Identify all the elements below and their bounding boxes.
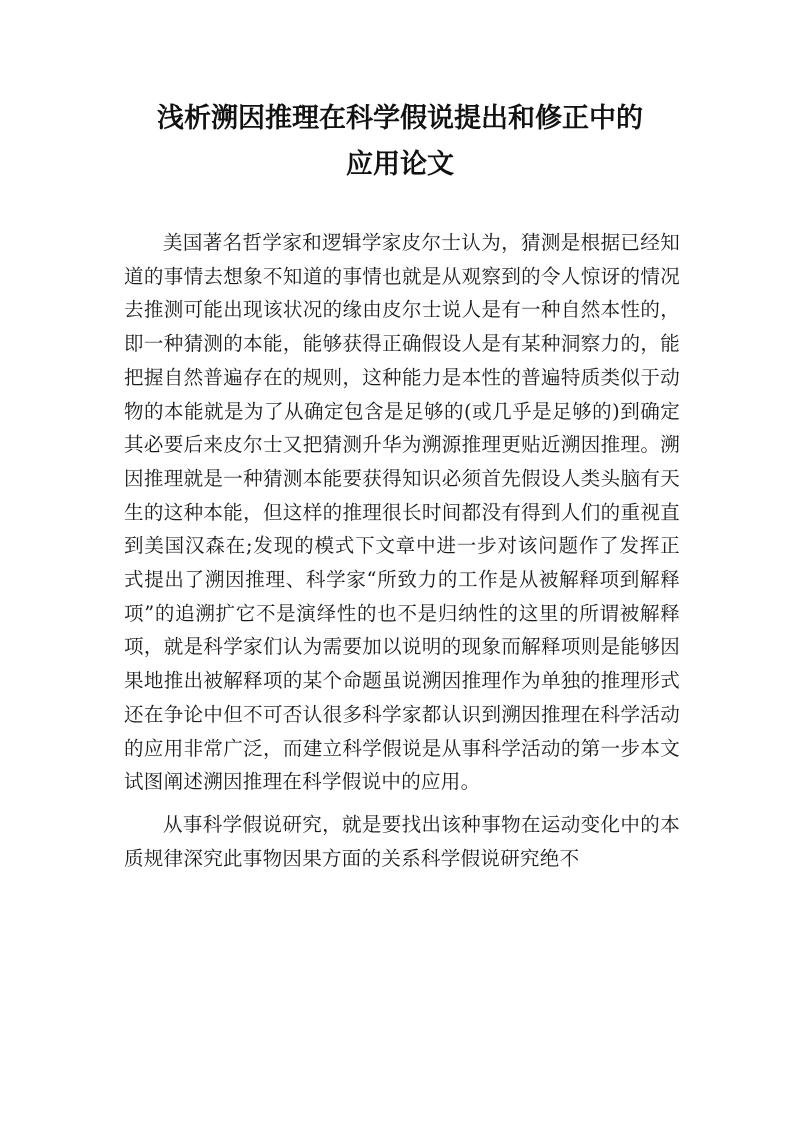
title-line-2: 应用论文 [346,149,454,180]
paragraph-1: 美国著名哲学家和逻辑学家皮尔士认为，猜测是根据已经知道的事情去想象不知道的事情也就是从观察到的令人惊讶的情况去推测可能出现该状况的缘由皮尔士说人是有一种自然本性的，即一种猜测的本能，能够获得正确假设人是有某种洞察力的，能把握自然普遍存在的规则，这种能力是本性的普遍特质类似于动物的本能就是为了从确定包含是足够的(或几乎是足够的)到确定其必要后来皮尔士又把猜测升华为溯源推理更贴近溯因推理。溯因推理就是一种猜测本能要获得知识必须首先假设人类头脑有天生的这种本能，但这样的推理很长时间都没有得到人们的重视直到美国汉森在;发现的模式下文章中进一步对该问题作了发挥正式提出了溯因推理、科学家“所致力的工作是从被解释项到解释项”的追溯扩它不是演绎性的也不是归纳性的这里的所谓被解释项，就是科学家们认为需要加以说明的现象而解释项则是能够因果地推出被解释项的某个命题虽说溯因推理作为单独的推理形式还在争论中但不可否认很多科学家都认识到溯因推理在科学活动的应用非常广泛，而建立科学假说是从事科学活动的第一步本文试图阐述溯因推理在科学假说中的应用。 [124,231,680,794]
document-body [124,226,680,884]
document-title [100,96,700,188]
title-line-1: 浅析溯因推理在科学假说提出和修正中的 [157,103,643,134]
paragraph-2: 从事科学假说研究，就是要找出该种事物在运动变化中的本质规律深究此事物因果方面的关系科学假说研究绝不 [124,812,680,870]
